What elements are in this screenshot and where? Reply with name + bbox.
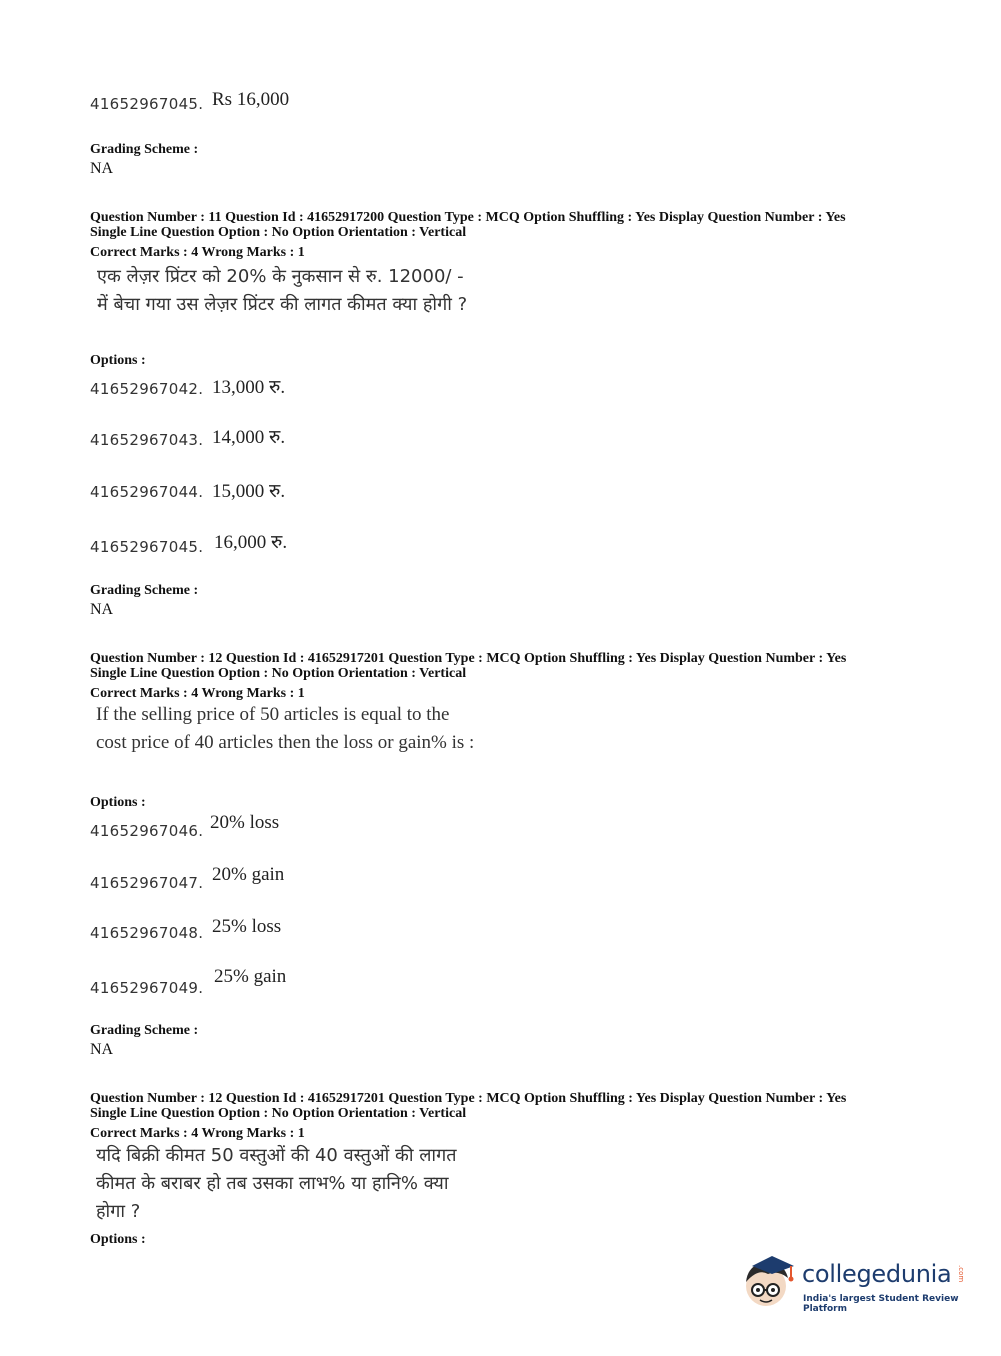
grading-scheme-label: Grading Scheme : [90, 583, 199, 598]
option-id: 41652967048. [90, 924, 204, 942]
options-label: Options : [90, 795, 146, 810]
option-text: 14,000 रु. [212, 427, 286, 448]
question-text: यदि बिक्री कीमत 50 वस्तुओं की 40 वस्तुओं की लागत कीमत के बराबर हो तब उसका लाभ% या हानि% क्या होगा ? [96, 1145, 457, 1222]
option-text: 16,000 रु. [214, 532, 288, 553]
option-text: 20% loss [210, 812, 280, 833]
option-id: 41652967042. [90, 380, 204, 398]
options-label: Options : [90, 353, 146, 368]
mascot-icon [738, 1252, 800, 1314]
option-id: 41652967044. [90, 483, 204, 501]
grading-scheme-value: NA [90, 601, 114, 618]
option-text: 25% loss [212, 916, 282, 937]
grading-scheme-value: NA [90, 160, 114, 177]
question-text: If the selling price of 50 articles is equal to the cost price of 40 articles then the loss or gain% is : [96, 704, 475, 753]
option-id: 41652967045. [90, 538, 204, 556]
question-marks: Correct Marks : 4 Wrong Marks : 1 [90, 1126, 305, 1141]
question-meta-line2: Single Line Question Option : No Option Orientation : Vertical [90, 666, 467, 681]
question-text: एक लेज़र प्रिंटर को 20% के नुकसान से रु. 12000/ - में बेचा गया उस लेज़र प्रिंटर की लागत कीमत क्या होगी ? [97, 266, 468, 315]
option-id: 41652967043. [90, 431, 204, 449]
question-marks: Correct Marks : 4 Wrong Marks : 1 [90, 245, 305, 260]
option-text: 25% gain [214, 966, 287, 987]
option-text: 13,000 रु. [212, 377, 286, 398]
option-id: 41652967049. [90, 979, 204, 997]
grading-scheme-value: NA [90, 1041, 114, 1058]
question-meta-line2: Single Line Question Option : No Option Orientation : Vertical [90, 1106, 467, 1121]
question-marks: Correct Marks : 4 Wrong Marks : 1 [90, 686, 305, 701]
question-meta-line2: Single Line Question Option : No Option Orientation : Vertical [90, 225, 467, 240]
logo-com: .com [957, 1265, 965, 1283]
option-id: 41652967047. [90, 874, 204, 892]
question-meta-line1: Question Number : 11 Question Id : 41652917200 Question Type : MCQ Option Shuffling : Yes Display Question Number : Yes [90, 210, 846, 225]
logo-tagline: India's largest Student Review Platform [803, 1294, 959, 1314]
option-text: Rs 16,000 [212, 89, 290, 110]
question-meta-line1: Question Number : 12 Question Id : 41652917201 Question Type : MCQ Option Shuffling : Yes Display Question Number : Yes [90, 1091, 847, 1106]
grading-scheme-label: Grading Scheme : [90, 142, 199, 157]
option-id: 41652967046. [90, 822, 204, 840]
grading-scheme-label: Grading Scheme : [90, 1023, 199, 1038]
option-text: 15,000 रु. [212, 481, 286, 502]
option-text: 20% gain [212, 864, 285, 885]
option-id: 41652967045. [90, 95, 204, 113]
question-meta-line1: Question Number : 12 Question Id : 41652917201 Question Type : MCQ Option Shuffling : Yes Display Question Number : Yes [90, 651, 847, 666]
options-label: Options : [90, 1232, 146, 1247]
logo-wordmark: collegedunia [802, 1260, 952, 1288]
collegedunia-logo [738, 1250, 978, 1318]
